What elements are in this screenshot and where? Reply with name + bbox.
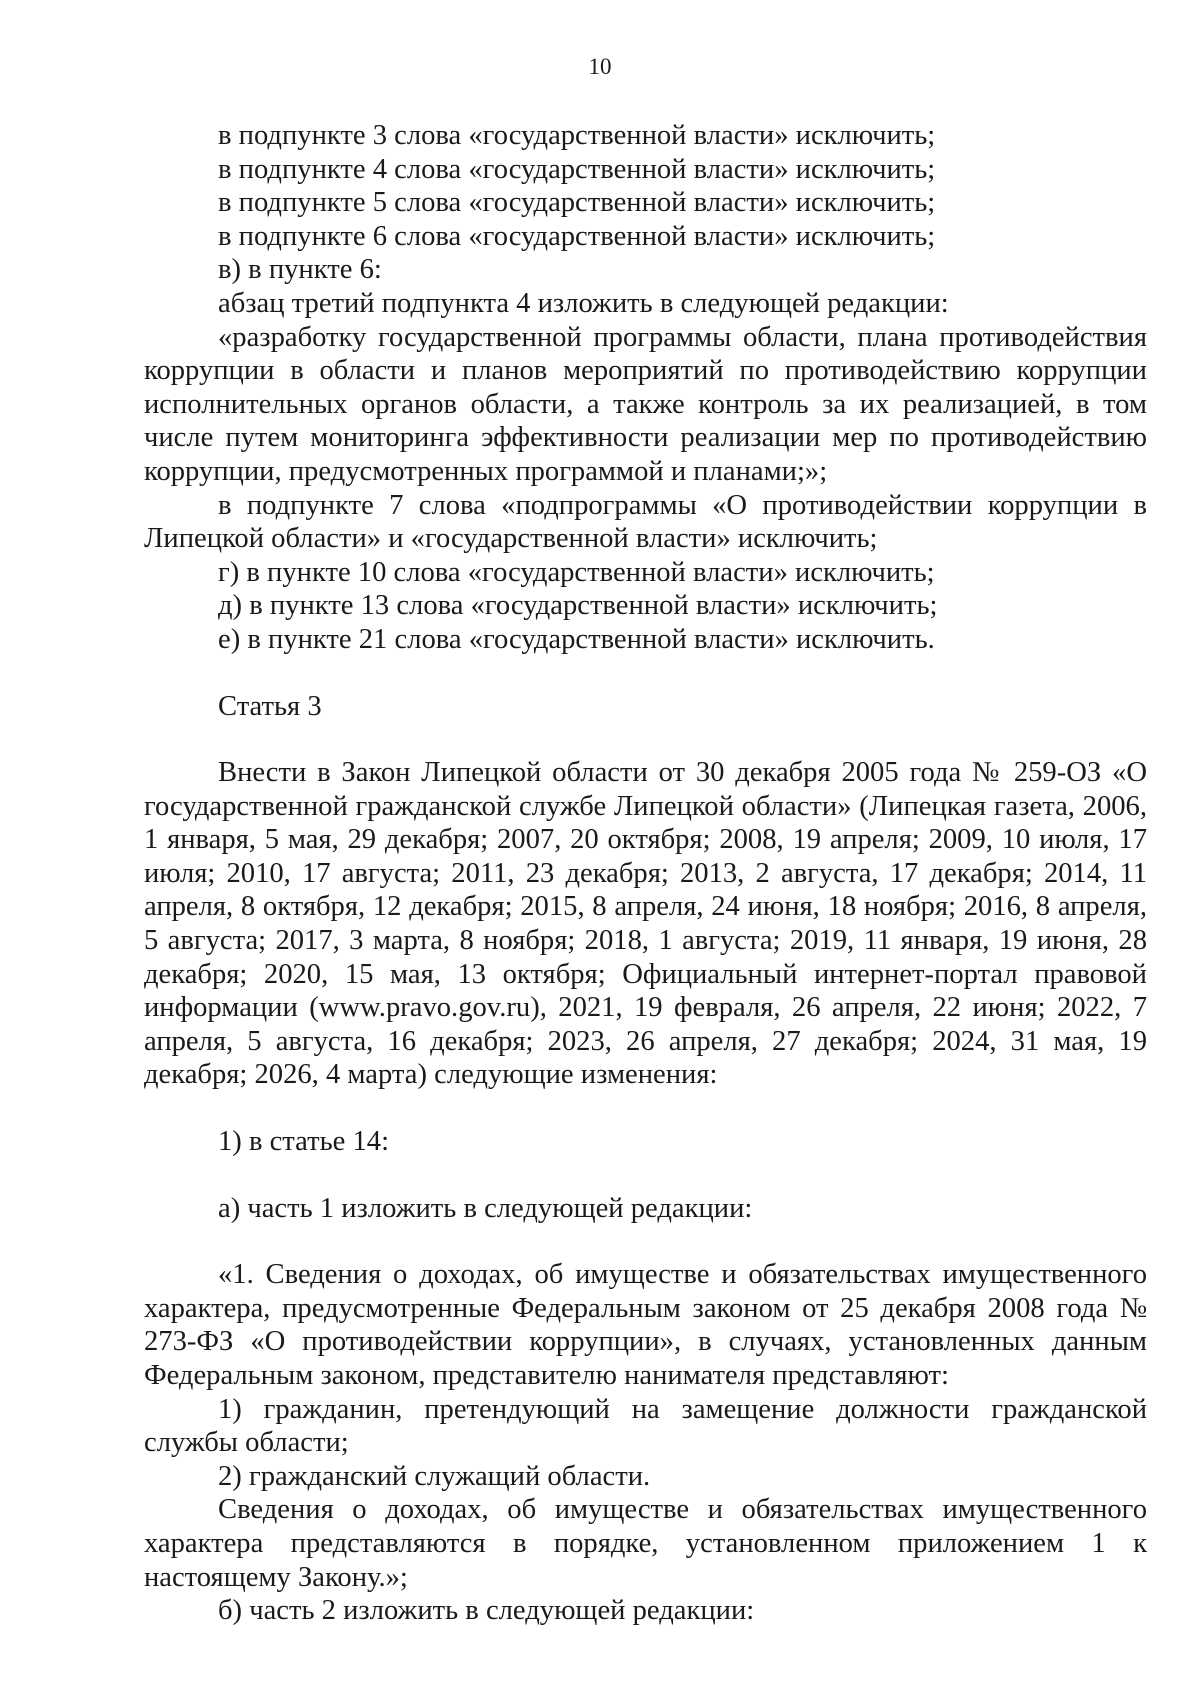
paragraph-item-v: в) в пункте 6: bbox=[218, 254, 382, 286]
paragraph-amend-subpoint-4: в подпункте 4 слова «государственной власти» исключить; bbox=[218, 153, 936, 185]
paragraph-third-abzac: абзац третий подпункта 4 изложить в следующей редакции: bbox=[218, 287, 949, 319]
paragraph-item-b: б) часть 2 изложить в следующей редакции: bbox=[218, 1595, 755, 1627]
paragraph-point-1: 1) в статье 14: bbox=[218, 1126, 390, 1158]
paragraph-part-1-text: «1. Сведения о доходах, об имуществе и обязательствах имущественного характера, предусмотренные Федеральным законом от 25 декабря 2008 года № 273-ФЗ «О противодействии коррупции», в случаях, установленных данным Федеральным законом, представителю нанимателя представляют: bbox=[144, 1259, 1147, 1391]
article-heading: Статья 3 bbox=[218, 690, 322, 722]
paragraph-amend-subpoint-5: в подпункте 5 слова «государственной власти» исключить; bbox=[218, 187, 936, 219]
paragraph-amend-subpoint-3: в подпункте 3 слова «государственной власти» исключить; bbox=[218, 120, 936, 151]
paragraph-item-e: е) в пункте 21 слова «государственной власти» исключить. bbox=[218, 623, 935, 655]
paragraph-item-g: г) в пункте 10 слова «государственной власти» исключить; bbox=[218, 556, 935, 588]
paragraph-reporting-procedure: Сведения о доходах, об имуществе и обязательствах имущественного характера представляются в порядке, установленном приложением 1 к настоящему Закону.»; bbox=[144, 1494, 1147, 1593]
paragraph-civil-servant: 2) гражданский служащий области. bbox=[218, 1460, 651, 1492]
paragraph-item-d: д) в пункте 13 слова «государственной власти» исключить; bbox=[218, 590, 938, 622]
page-number: 10 bbox=[588, 54, 612, 79]
paragraph-citizen: 1) гражданин, претендующий на замещение должности гражданской службы области; bbox=[144, 1393, 1147, 1459]
document-body bbox=[144, 119, 1147, 1628]
paragraph-amend-subpoint-7: в подпункте 7 слова «подпрограммы «О противодействии коррупции в Липецкой области» и «государственной власти» исключить; bbox=[144, 489, 1147, 555]
paragraph-amend-subpoint-6: в подпункте 6 слова «государственной власти» исключить; bbox=[218, 220, 936, 252]
paragraph-article-3-intro: Внести в Закон Липецкой области от 30 декабря 2005 года № 259-ОЗ «О государственной гражданской службе Липецкой области» (Липецкая газета, 2006, 1 января, 5 мая, 29 декабря; 2007, 20 октября; 2008, 19 апреля; 2009, 10 июля, 17 июля; 2010, 17 августа; 2011, 23 декабря; 2013, 2 августа, 17 декабря; 2014, 11 апреля, 8 октября, 12 декабря; 2015, 8 апреля, 24 июня, 18 ноября; 2016, 8 апреля, 5 августа; 2017, 3 марта, 8 ноября; 2018, 1 августа; 2019, 11 января, 19 июня, 28 декабря; 2020, 15 мая, 13 октября; Официальный интернет-портал правовой информации (www.pravo.gov.ru), 2021, 19 февраля, 26 апреля, 22 июня; 2022, 7 апреля, 5 августа, 16 декабря; 2023, 26 апреля, 27 декабря; 2024, 31 мая, 19 декабря; 2026, 4 марта) следующие изменения: bbox=[144, 757, 1147, 1091]
paragraph-item-a: а) часть 1 изложить в следующей редакции: bbox=[218, 1192, 753, 1224]
paragraph-quoted-new-text: «разработку государственной программы области, плана противодействия коррупции в области и планов мероприятий по противодействию коррупции исполнительных органов области, а также контроль за их реализацией, в том числе путем мониторинга эффективности реализации мер по противодействию коррупции, предусмотренных программой и планами;»; bbox=[144, 321, 1147, 487]
